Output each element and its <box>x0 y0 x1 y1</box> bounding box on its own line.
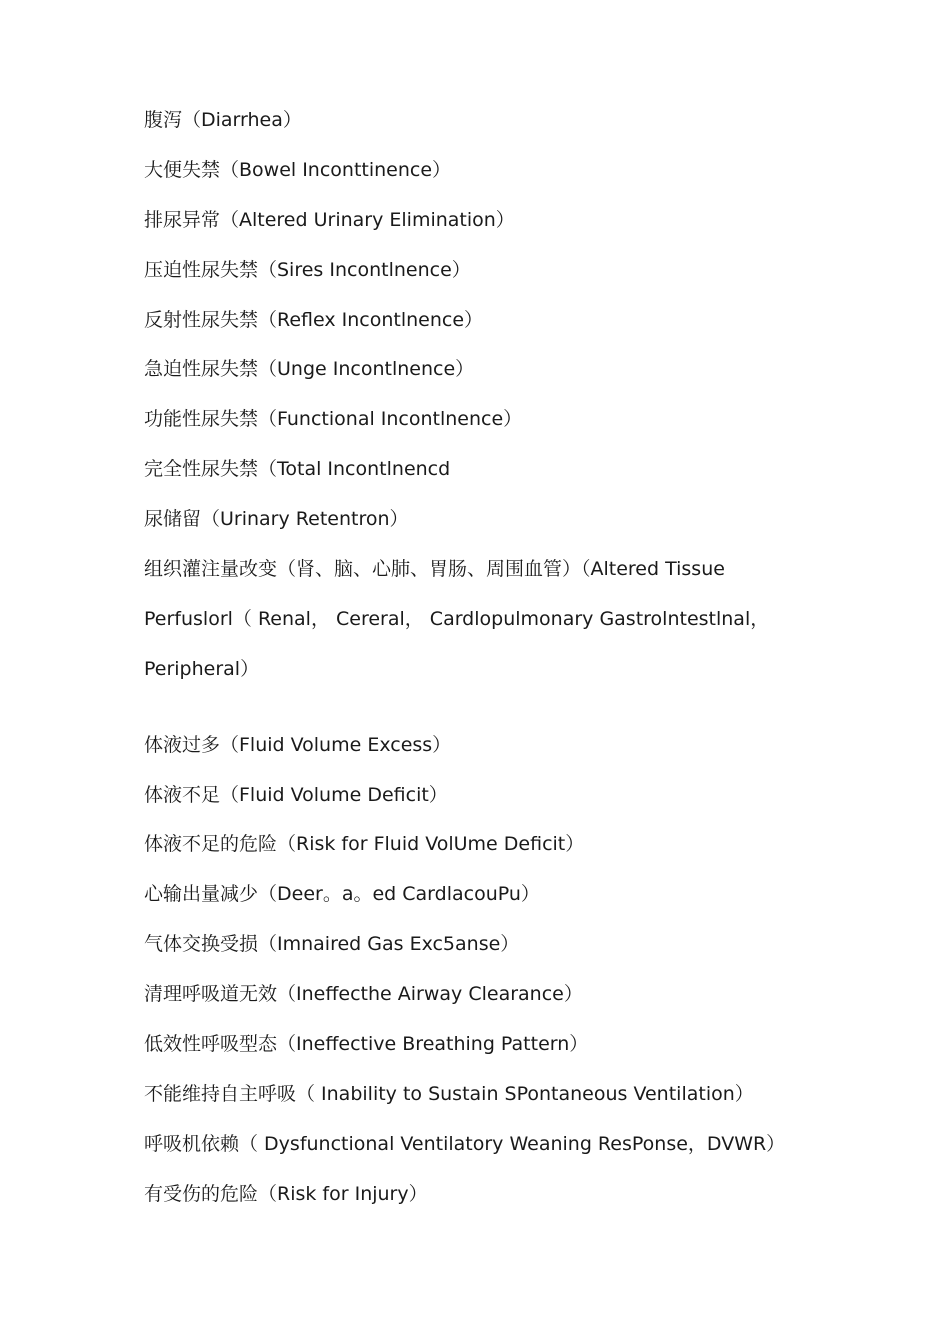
text-line: 组织灌注量改变（肾、脑、心肺、胃肠、周围血管）（Altered Tissue <box>144 558 725 581</box>
document-content <box>144 104 834 1228</box>
text-line: 不能维持自主呼吸（ Inability to Sustain SPontaneous Ventilation） <box>144 1082 754 1105</box>
text-line: Perfuslorl（ Renal， Cereral， Cardlopulmonary Gastrolntestlnal， <box>144 607 770 630</box>
text-line: 压迫性尿失禁（Sires Incontlnence） <box>144 258 471 281</box>
text-line: 体液过多（Fluid Volume Excess） <box>144 733 452 756</box>
text-line: 大便失禁（Bowel Inconttinence） <box>144 158 452 181</box>
text-line: 清理呼吸道无效（Ineffecthe Airway Clearance） <box>144 983 583 1006</box>
text-line: 腹泻（Diarrhea） <box>144 109 302 131</box>
text-line: 完全性尿失禁（Total Incontlnencd <box>144 458 451 481</box>
text-block-2 <box>144 729 834 1228</box>
text-line: 反射性尿失禁（Reflex Incontlnence） <box>144 308 484 331</box>
text-line: Peripheral） <box>144 657 260 680</box>
paragraph-gap <box>144 703 834 729</box>
text-line: 尿储留（Urinary Retentron） <box>144 508 409 531</box>
text-line: 功能性尿失禁（Functional Incontlnence） <box>144 408 523 431</box>
text-line: 低效性呼吸型态（Ineffective Breathing Pattern） <box>144 1033 589 1056</box>
text-block-1 <box>144 104 834 703</box>
text-line: 有受伤的危险（Risk for Injury） <box>144 1182 428 1205</box>
text-line: 急迫性尿失禁（Unge Incontlnence） <box>144 358 475 381</box>
text-line: 体液不足的危险（Risk for Fluid VolUme Deficit） <box>144 833 585 856</box>
text-line: 气体交换受损（Imnaired Gas Exc5anse） <box>144 933 520 956</box>
text-line: 体液不足（Fluid Volume Deficit） <box>144 783 448 806</box>
text-line: 呼吸机依赖（ Dysfunctional Ventilatory Weaning ResPonse，DVWR） <box>144 1132 786 1155</box>
text-line: 排尿异常（Altered Urinary Elimination） <box>144 208 515 231</box>
text-line: 心输出量减少（Deer。a。ed CardlacouPu） <box>144 883 540 906</box>
